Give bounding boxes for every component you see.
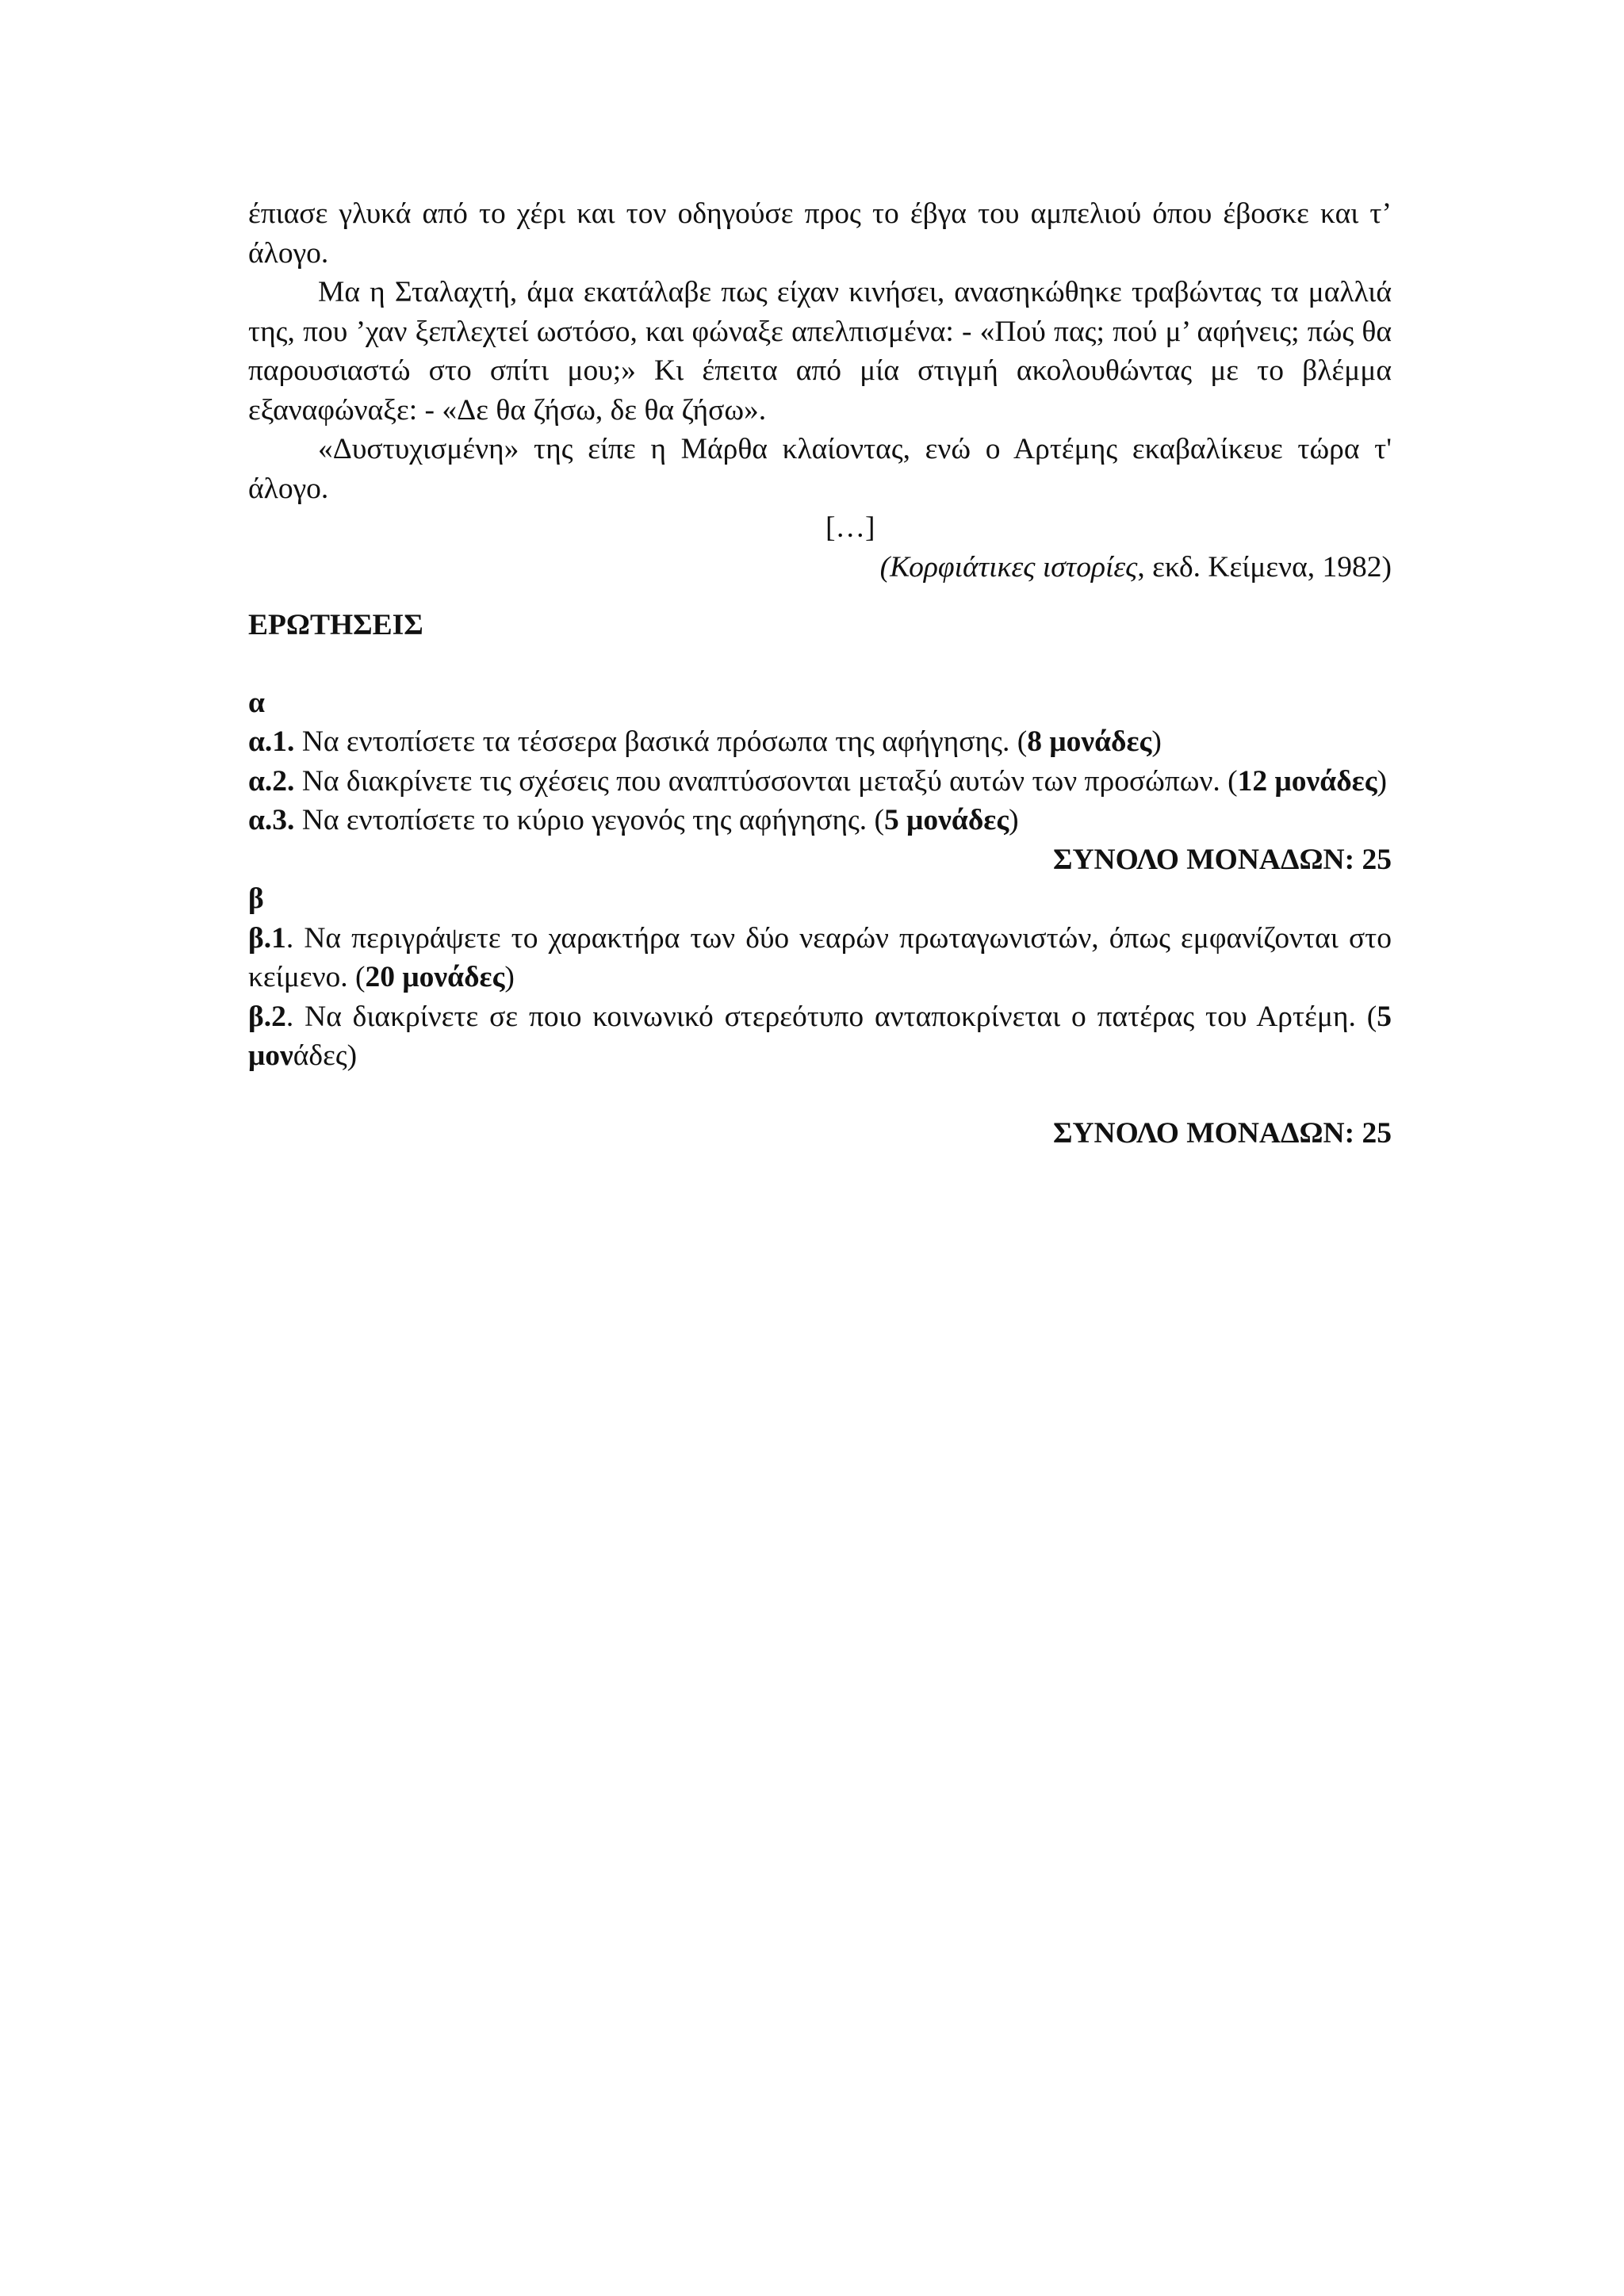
question-text: Να διακρίνετε τις σχέσεις που αναπτύσσονται μεταξύ αυτών των προσώπων. ( xyxy=(294,764,1238,798)
question-close: ) xyxy=(504,961,515,993)
question-points: 5 μονάδες xyxy=(884,804,1009,836)
question-text: Να εντοπίσετε τα τέσσερα βασικά πρόσωπα της αφήγησης. ( xyxy=(294,725,1028,758)
question-number: α.2. xyxy=(248,764,295,798)
source-title: Κορφιάτικες ιστορίες xyxy=(890,550,1138,584)
question-close: ) xyxy=(1151,725,1162,758)
question-close: ) xyxy=(1009,804,1019,836)
question-a3 xyxy=(248,801,1392,840)
question-points: 20 μονάδες xyxy=(365,961,505,993)
document-page xyxy=(248,194,1392,1153)
spacer xyxy=(248,645,1392,683)
questions-heading: ΕΡΩΤΗΣΕΙΣ xyxy=(248,609,423,641)
question-number: β.2 xyxy=(248,1000,286,1033)
question-text: . Να διακρίνετε σε ποιο κοινωνικό στερεότυπο ανταποκρίνεται ο πατέρας του Αρτέμη. ( xyxy=(285,1000,1377,1033)
source-open-paren: ( xyxy=(879,550,891,584)
question-close: ) xyxy=(1377,764,1388,798)
spacer xyxy=(248,1076,1392,1114)
question-text: . Να περιγράψετε το χαρακτήρα των δύο νεαρών πρωταγωνιστών, όπως εμφανίζονται στο κείμενο. ( xyxy=(248,921,1392,993)
question-number: β.1 xyxy=(248,921,286,955)
question-number: α.3. xyxy=(248,804,295,836)
passage-paragraph-1: έπιασε γλυκά από το χέρι και τον οδηγούσε προς το έβγα του αμπελιού όπου έβοσκε και τ’ άλογο. xyxy=(248,197,1392,270)
question-points: 5 μον xyxy=(248,1000,1392,1072)
passage-paragraph-2: Μα η Σταλαχτή, άμα εκατάλαβε πως είχαν κινήσει, ανασηκώθηκε τραβώντας τα μαλλιά της, που ’χαν ξεπλεχτεί ωστόσο, και φώναξε απελπισμένα: - «Πού πας; πού μ’ αφήνεις; πώς θα παρουσιαστώ στο σπίτι μου;» Κι έπειτα από μία στιγμή ακολουθώντας με το βλέμμα εξαναφώναξε: - «Δε θα ζήσω, δε θα ζήσω». xyxy=(248,276,1392,427)
ellipsis-mark: […] xyxy=(825,511,875,544)
question-text: Να εντοπίσετε το κύριο γεγονός της αφήγησης. ( xyxy=(294,804,885,836)
source-details: , εκδ. Κείμενα, 1982) xyxy=(1137,550,1392,584)
question-points-rest: άδες) xyxy=(293,1039,358,1072)
question-points: 12 μονάδες xyxy=(1237,764,1377,798)
question-a1 xyxy=(248,722,1392,762)
section-a-label: α xyxy=(248,686,265,719)
question-number: α.1. xyxy=(248,725,295,758)
source-citation xyxy=(248,548,1392,587)
section-b-total: ΣΥΝΟΛΟ ΜΟΝΑΔΩΝ: 25 xyxy=(1052,1116,1392,1150)
passage-paragraph-3: «Δυστυχισμένη» της είπε η Μάρθα κλαίοντας, ενώ ο Αρτέμης εκαβαλίκευε τώρα τ' άλογο. xyxy=(248,433,1392,505)
section-b-label: β xyxy=(248,882,264,915)
question-a2 xyxy=(248,762,1392,802)
section-a-total: ΣΥΝΟΛΟ ΜΟΝΑΔΩΝ: 25 xyxy=(1052,843,1392,876)
question-b1 xyxy=(248,919,1392,997)
question-points: 8 μονάδες xyxy=(1027,725,1152,758)
question-b2 xyxy=(248,997,1392,1076)
